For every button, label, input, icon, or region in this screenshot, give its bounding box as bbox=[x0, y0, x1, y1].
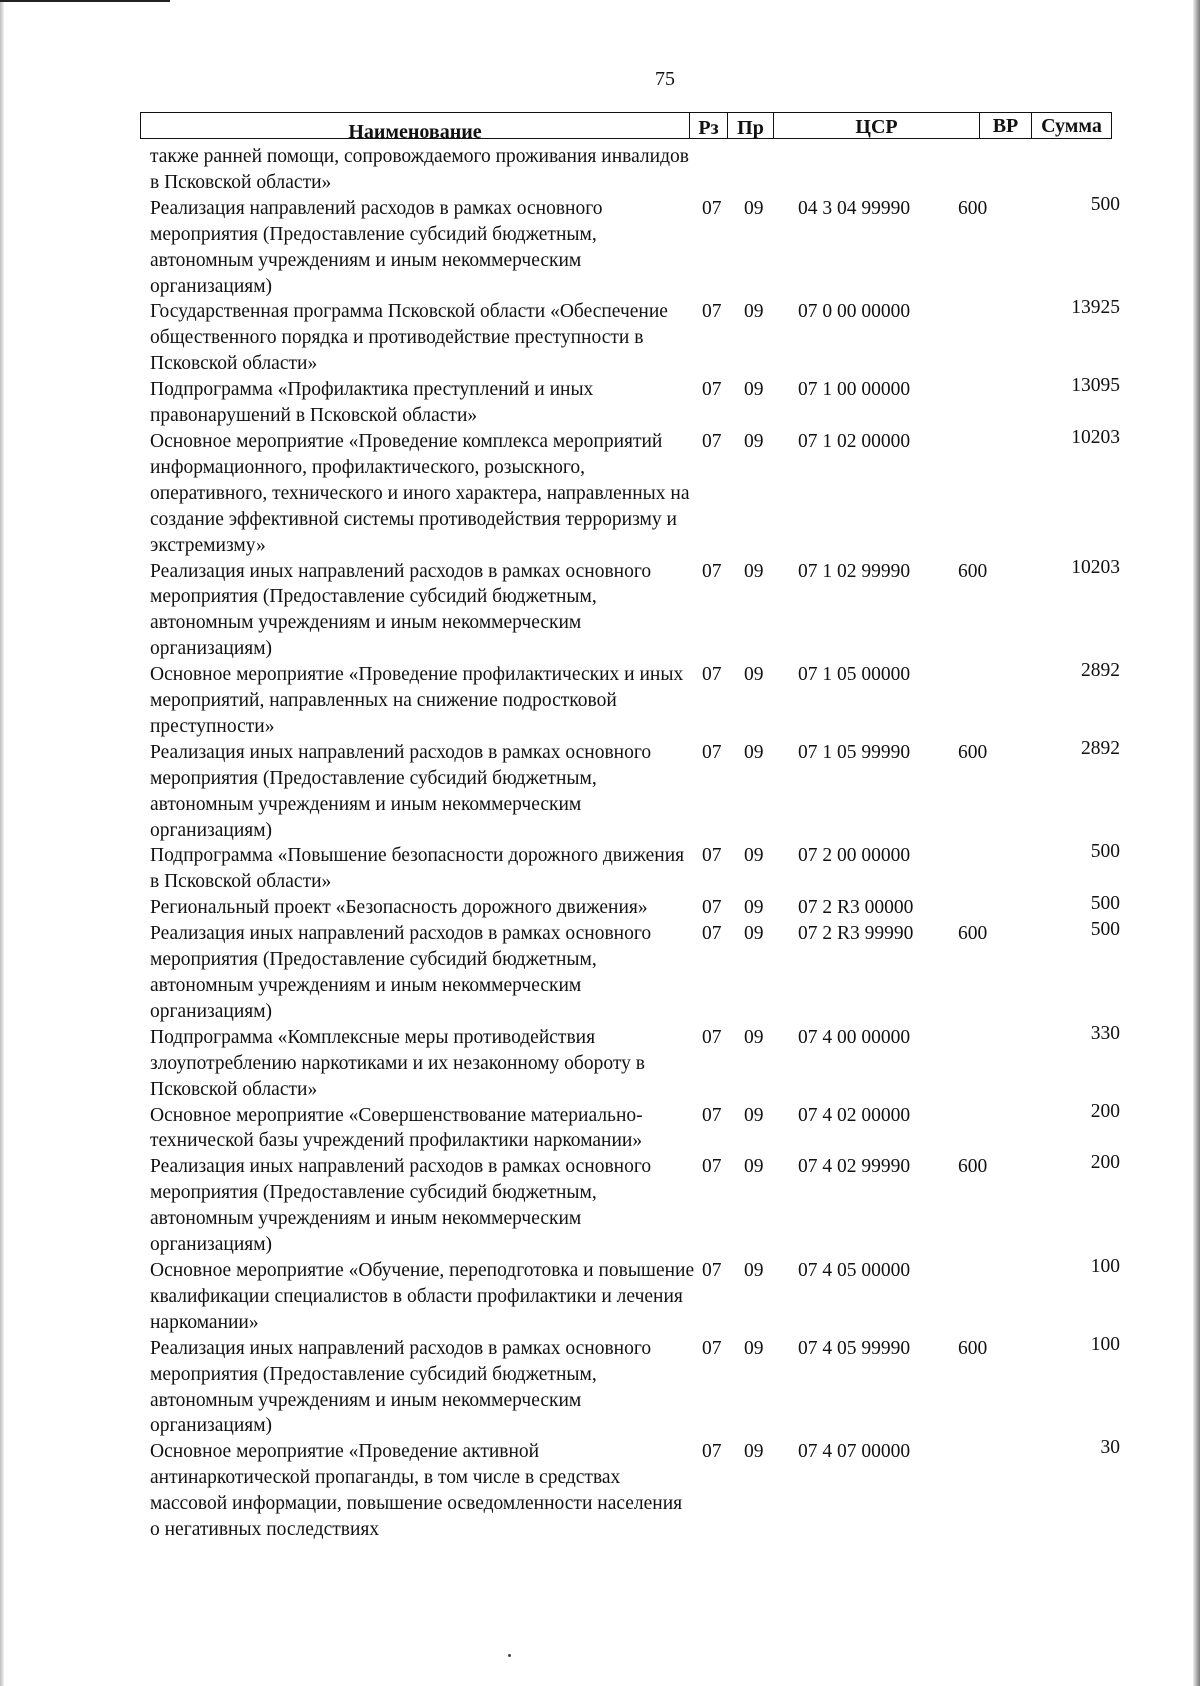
row-csr: 04 3 04 99990 bbox=[798, 197, 911, 219]
row-pr: 09 bbox=[744, 379, 764, 401]
row-sum: 13925 bbox=[1071, 297, 1120, 319]
row-rz: 07 bbox=[702, 897, 722, 919]
row-name: Реализация иных направлений расходов в рамках основного мероприятия (Предоставление субсидий бюджетным, автономным учреждениям и иным некоммерческим организациям) bbox=[150, 741, 652, 841]
row-vr: 600 bbox=[958, 1156, 988, 1178]
scan-top-mark bbox=[0, 0, 170, 2]
row-rz: 07 bbox=[702, 664, 722, 686]
row-name: Подпрограмма «Профилактика преступлений и иных правонарушений в Псковской области» bbox=[150, 379, 594, 427]
row-rz: 07 bbox=[702, 1259, 722, 1281]
table-row bbox=[150, 377, 1130, 429]
row-pr: 09 bbox=[744, 430, 764, 452]
table-row bbox=[150, 1154, 1130, 1258]
row-csr: 07 2 00 00000 bbox=[798, 845, 911, 867]
table-row bbox=[150, 556, 1130, 663]
row-vr: 600 bbox=[958, 560, 988, 582]
row-csr: 07 1 05 99990 bbox=[798, 741, 911, 763]
row-name: Подпрограмма «Повышение безопасности дорожного движения в Псковской области» bbox=[150, 845, 685, 893]
row-name: Реализация иных направлений расходов в рамках основного мероприятия (Предоставление субсидий бюджетным, автономным учреждениям и иным некоммерческим организациям) bbox=[150, 1156, 652, 1256]
table-row bbox=[150, 1255, 1130, 1336]
row-csr: 07 4 00 00000 bbox=[798, 1026, 911, 1048]
row-name: Основное мероприятие «Проведение профилактических и иных мероприятий, направленных на снижение подростковой преступности» bbox=[150, 664, 684, 737]
row-sum: 13095 bbox=[1071, 375, 1120, 397]
row-sum: 30 bbox=[1100, 1437, 1120, 1459]
row-name: Реализация направлений расходов в рамках основного мероприятия (Предоставление субсидий бюджетным, автономным учреждениям и иным некоммерческим организациям) bbox=[150, 197, 603, 297]
header-pr: Пр bbox=[727, 113, 773, 138]
row-sum: 100 bbox=[1090, 1255, 1120, 1277]
row-csr: 07 1 00 00000 bbox=[798, 379, 911, 401]
table-row bbox=[150, 299, 1130, 377]
row-csr: 07 4 02 00000 bbox=[798, 1104, 911, 1126]
row-pr: 09 bbox=[744, 923, 764, 945]
row-rz: 07 bbox=[702, 560, 722, 582]
row-csr: 07 1 02 99990 bbox=[798, 560, 911, 582]
row-rz: 07 bbox=[702, 923, 722, 945]
row-pr: 09 bbox=[744, 1337, 764, 1359]
table-row bbox=[150, 843, 1130, 895]
row-csr: 07 4 07 00000 bbox=[798, 1441, 911, 1463]
row-sum: 500 bbox=[1090, 893, 1120, 915]
table-row bbox=[150, 426, 1130, 559]
row-sum: 200 bbox=[1090, 1100, 1120, 1122]
row-sum: 500 bbox=[1090, 919, 1120, 941]
row-sum: 10203 bbox=[1071, 556, 1120, 578]
row-name: Реализация иных направлений расходов в рамках основного мероприятия (Предоставление субсидий бюджетным, автономным учреждениям и иным некоммерческим организациям) bbox=[150, 923, 652, 1022]
header-name: Наименование bbox=[348, 121, 482, 143]
row-name: Региональный проект «Безопасность дорожного движения» bbox=[150, 897, 648, 919]
row-rz: 07 bbox=[702, 1337, 722, 1359]
row-name: Основное мероприятие «Проведение комплекса мероприятий информационного, профилактического, розыскного, оперативного, технического и иного характера, направленных на создание эффективной системы противодействия терроризму и экстремизму» bbox=[150, 430, 690, 556]
row-pr: 09 bbox=[744, 741, 764, 763]
row-sum: 2892 bbox=[1081, 660, 1120, 682]
header-vr: ВР bbox=[979, 113, 1031, 138]
table-row bbox=[150, 1100, 1130, 1155]
row-sum: 10203 bbox=[1071, 426, 1120, 448]
header-csr: ЦСР bbox=[773, 113, 979, 138]
row-pr: 09 bbox=[744, 560, 764, 582]
table-row bbox=[150, 921, 1130, 1025]
row-name: Реализация иных направлений расходов в рамках основного мероприятия (Предоставление субсидий бюджетным, автономным учреждениям и иным некоммерческим организациям) bbox=[150, 560, 652, 660]
row-name: Реализация иных направлений расходов в рамках основного мероприятия (Предоставление субсидий бюджетным, автономным учреждениям и иным некоммерческим организациям) bbox=[150, 1337, 652, 1437]
table-row bbox=[150, 895, 1130, 921]
row-rz: 07 bbox=[702, 301, 722, 323]
row-csr: 07 2 R3 99990 bbox=[798, 923, 914, 945]
row-csr: 07 1 05 00000 bbox=[798, 664, 911, 686]
row-pr: 09 bbox=[744, 1441, 764, 1463]
header-rz: Рз bbox=[689, 113, 727, 138]
row-vr: 600 bbox=[958, 923, 988, 945]
row-sum: 330 bbox=[1090, 1022, 1120, 1044]
row-rz: 07 bbox=[702, 1104, 722, 1126]
row-vr: 600 bbox=[958, 197, 988, 219]
page-number: 75 bbox=[655, 68, 675, 90]
row-rz: 07 bbox=[702, 1441, 722, 1463]
row-pr: 09 bbox=[744, 1156, 764, 1178]
row-pr: 09 bbox=[744, 1026, 764, 1048]
row-csr: 07 4 05 00000 bbox=[798, 1259, 911, 1281]
row-name: Основное мероприятие «Обучение, переподготовка и повышение квалификации специалистов в области профилактики и лечения наркомании» bbox=[150, 1259, 695, 1333]
header-sum: Сумма bbox=[1031, 113, 1111, 138]
row-rz: 07 bbox=[702, 741, 722, 763]
table-body bbox=[150, 144, 1130, 1543]
row-csr: 07 4 02 99990 bbox=[798, 1156, 911, 1178]
row-pr: 09 bbox=[744, 1104, 764, 1126]
row-vr: 600 bbox=[958, 1337, 988, 1359]
row-rz: 07 bbox=[702, 1026, 722, 1048]
row-csr: 07 1 02 00000 bbox=[798, 430, 911, 452]
table-row bbox=[150, 1022, 1130, 1103]
row-pr: 09 bbox=[744, 664, 764, 686]
table-row bbox=[150, 1439, 1130, 1543]
row-sum: 200 bbox=[1090, 1152, 1120, 1174]
row-name: Основное мероприятие «Проведение активной антинаркотической пропаганды, в том числе в средствах массовой информации, повышение осведомленности населения о негативных последствиях bbox=[150, 1441, 683, 1541]
row-pr: 09 bbox=[744, 1259, 764, 1281]
row-pr: 09 bbox=[744, 897, 764, 919]
row-rz: 07 bbox=[702, 430, 722, 452]
row-sum: 100 bbox=[1090, 1333, 1120, 1355]
row-vr: 600 bbox=[958, 741, 988, 763]
row-name: также ранней помощи, сопровождаемого проживания инвалидов в Псковской области» bbox=[150, 146, 689, 193]
row-csr: 07 0 00 00000 bbox=[798, 301, 911, 323]
scan-edge-right bbox=[1193, 0, 1200, 1686]
row-sum: 500 bbox=[1090, 193, 1120, 215]
table-header bbox=[140, 112, 1112, 143]
table-row bbox=[150, 193, 1130, 300]
row-rz: 07 bbox=[702, 379, 722, 401]
table-row bbox=[150, 1333, 1130, 1440]
scan-speck bbox=[508, 1654, 511, 1657]
row-sum: 2892 bbox=[1081, 737, 1120, 759]
row-pr: 09 bbox=[744, 845, 764, 867]
table-row bbox=[150, 737, 1130, 844]
table-row bbox=[150, 662, 1130, 740]
row-pr: 09 bbox=[744, 197, 764, 219]
row-rz: 07 bbox=[702, 197, 722, 219]
scan-edge-left bbox=[0, 0, 4, 1686]
row-name: Основное мероприятие «Совершенствование материально-технической базы учреждений профилактики наркомании» bbox=[150, 1104, 643, 1152]
row-csr: 07 2 R3 00000 bbox=[798, 897, 914, 919]
row-csr: 07 4 05 99990 bbox=[798, 1337, 911, 1359]
table-row bbox=[150, 144, 1130, 196]
row-rz: 07 bbox=[702, 845, 722, 867]
row-pr: 09 bbox=[744, 301, 764, 323]
row-name: Подпрограмма «Комплексные меры противодействия злоупотреблению наркотиками и их незаконному обороту в Псковской области» bbox=[150, 1026, 645, 1100]
row-name: Государственная программа Псковской области «Обеспечение общественного порядка и противодействие преступности в Псковской области» bbox=[150, 301, 668, 375]
row-rz: 07 bbox=[702, 1156, 722, 1178]
row-sum: 500 bbox=[1090, 841, 1120, 863]
